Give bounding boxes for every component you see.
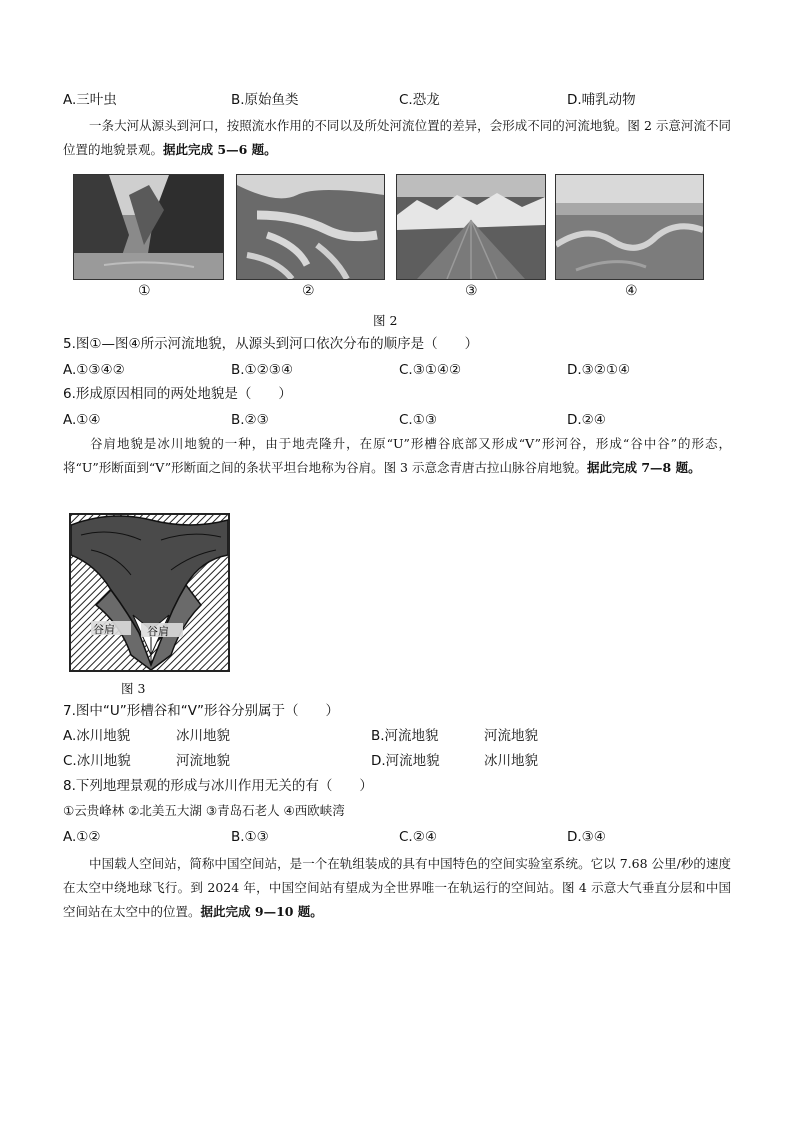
q5-option-d: D.③②①④ — [567, 362, 631, 378]
figure2-photo-gorge — [73, 174, 224, 280]
intro-7-8-text: 谷肩地貌是冰川地貌的一种，由于地壳隆升，在原“U”形槽谷底部又形成“V”形河谷，形成“谷中谷”的形态，将“U”形断面到“V”形断面之间的条状平坦台地称为谷肩。图 3 示意念青唐古拉山脉谷肩地貌。 — [63, 436, 731, 475]
q7-stem: 7.图中“U”形槽谷和“V”形谷分别属于（ ） — [63, 703, 339, 719]
intro-5-6-tail: 据此完成 5—6 题。 — [163, 142, 277, 157]
q5-stem: 5.图①—图④所示河流地貌，从源头到河口依次分布的顺序是（ ） — [63, 336, 479, 352]
figure3-label-shoulder-left: 谷肩 — [93, 623, 115, 636]
q4-option-b: B.原始鱼类 — [231, 92, 299, 108]
intro-9-10-tail: 据此完成 9—10 题。 — [200, 904, 323, 919]
q7-option-a: A.冰川地貌 — [63, 728, 131, 744]
q7-option-c: C.冰川地貌 — [63, 753, 131, 769]
q8-option-b: B.①③ — [231, 829, 269, 845]
figure3-diagram — [69, 513, 230, 672]
q6-option-d: D.②④ — [567, 412, 606, 428]
q6-option-a: A.①④ — [63, 412, 101, 428]
figure2-photo-meander — [555, 174, 704, 280]
q8-stem: 8.下列地理景观的形成与冰川作用无关的有（ ） — [63, 778, 373, 794]
q5-option-b: B.①②③④ — [231, 362, 293, 378]
q5-option-c: C.③①④② — [399, 362, 462, 378]
q4-option-d: D.哺乳动物 — [567, 92, 636, 108]
figure2-photo-alluvial-fan — [396, 174, 546, 280]
q6-option-c: C.①③ — [399, 412, 437, 428]
q7-option-b-second: 河流地貌 — [484, 728, 538, 744]
q7-option-d: D.河流地貌 — [371, 753, 440, 769]
q4-option-a: A.三叶虫 — [63, 92, 117, 108]
figure2-label-3: ③ — [465, 283, 478, 299]
q7-option-c-second: 河流地貌 — [176, 753, 230, 769]
figure2-label-2: ② — [302, 283, 315, 299]
figure3-label-shoulder-right: 谷肩 — [147, 625, 169, 638]
figure2-label-4: ④ — [625, 283, 638, 299]
q8-option-c: C.②④ — [399, 829, 437, 845]
figure3-caption: 图 3 — [121, 681, 146, 696]
intro-5-6 — [63, 114, 731, 162]
figure2-photo-delta — [236, 174, 385, 280]
q7-option-a-second: 冰川地貌 — [176, 728, 230, 744]
intro-9-10-text: 中国载人空间站，简称中国空间站，是一个在轨组装成的具有中国特色的空间实验室系统。它以 7.68 公里/秒的速度在太空中绕地球飞行。到 2024 年，中国空间站有望成为全世界唯一在轨运行的空间站。图 4 示意大气垂直分层和中国空间站在太空中的位置。 — [63, 856, 731, 919]
q8-items: ①云贵峰林 ②北美五大湖 ③青岛石老人 ④西欧峡湾 — [63, 803, 345, 818]
q7-option-b: B.河流地貌 — [371, 728, 439, 744]
q4-option-c: C.恐龙 — [399, 92, 440, 108]
q6-option-b: B.②③ — [231, 412, 269, 428]
figure2-caption: 图 2 — [373, 313, 398, 328]
q5-option-a: A.①③④② — [63, 362, 125, 378]
q7-option-d-second: 冰川地貌 — [484, 753, 538, 769]
intro-7-8-tail: 据此完成 7—8 题。 — [586, 460, 701, 475]
intro-7-8 — [63, 432, 731, 480]
figure2-label-1: ① — [138, 283, 151, 299]
intro-5-6-text: 一条大河从源头到河口，按照流水作用的不同以及所处河流位置的差异，会形成不同的河流地貌。图 2 示意河流不同位置的地貌景观。 — [63, 118, 731, 157]
intro-9-10 — [63, 852, 731, 924]
q8-option-a: A.①② — [63, 829, 101, 845]
q6-stem: 6.形成原因相同的两处地貌是（ ） — [63, 386, 292, 402]
q8-option-d: D.③④ — [567, 829, 606, 845]
